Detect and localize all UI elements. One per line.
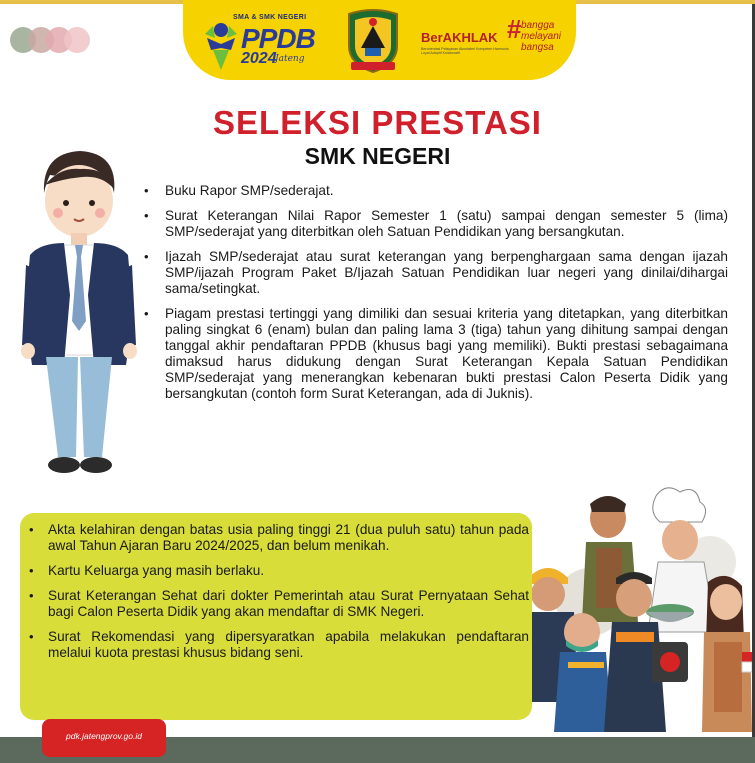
vocational-workers-illustration-icon	[520, 482, 752, 737]
logo-banner	[183, 0, 576, 80]
list-item: • Piagam prestasi tertinggi yang dimiliki dan sesuai kriteria yang ditetapkan, yang diterbitkan paling singkat 6 (enam) bulan dan paling lama 3 (tiga) tahun yang dihitung sampai dengan tanggal akhir pendaftaran PPDB (khusus bagi yang memiliki). Bukti prestasi sebagaimana dimaksud harus didukung dengan Surat Keterangan Kepala Satuan Pendidikan SMP/sederajat yang menerangkan kebenaran bukti prestasi Calon Peserta Didik yang bersangkutan (contoh form Surat Keterangan, ada di Juknis).	[144, 306, 728, 402]
list-item: • Surat Keterangan Nilai Rapor Semester 1 (satu) sampai dengan semester 5 (lima) SMP/sederajat yang diterbitkan oleh Satuan Pendidikan yang bersangkutan.	[144, 208, 728, 240]
ppdb-small-text: SMA & SMK NEGERI	[233, 14, 307, 21]
tagline-line-2: melayani	[521, 31, 562, 42]
list-item: • Ijazah SMP/sederajat atau surat keterangan yang berpenghargaan sama dengan ijazah SMP/ijazah Program Paket B/Ijazah Satuan Pendidikan luar negeri yang dinilai/dihargai sama/setingkat.	[144, 249, 728, 297]
page-title: SELEKSI PRESTASI	[213, 104, 542, 141]
page-subtitle: SMK NEGERI	[304, 143, 451, 169]
decorative-dots-icon	[10, 27, 95, 53]
tagline-line-1: bangga	[521, 20, 555, 31]
website-url-tag[interactable]	[42, 719, 166, 757]
requirements-list-top	[144, 183, 728, 411]
bangga-melayani-tagline	[507, 14, 562, 53]
student-illustration-icon	[20, 145, 140, 485]
ppdb-year: 2024	[241, 50, 277, 67]
website-url[interactable]: pdk.jatengprov.go.id	[66, 731, 142, 741]
central-java-crest-icon	[343, 8, 403, 74]
list-item: • Surat Keterangan Sehat dari dokter Pemerintah atau Surat Pernyataan Sehat bagi Calon Peserta Didik yang akan mendaftar di SMK Negeri.	[29, 588, 529, 620]
ppdb-logo	[203, 8, 313, 72]
list-item: • Surat Rekomendasi yang dipersyaratkan apabila melakukan pendaftaran melalui kuota prestasi khusus bidang seni.	[29, 629, 529, 661]
list-item: • Kartu Keluarga yang masih berlaku.	[29, 563, 529, 579]
list-item: • Buku Rapor SMP/sederajat.	[144, 183, 728, 199]
berakhlak-logo	[421, 14, 571, 64]
list-item: • Akta kelahiran dengan batas usia paling tinggi 21 (dua puluh satu) tahun pada awal Tahun Ajaran Baru 2024/2025, dan belum menikah.	[29, 522, 529, 554]
hash-symbol: #	[507, 14, 522, 44]
berakhlak-subtitle: Berorientasi Pelayanan Akuntabel Kompeten Harmonis Loyal Adaptif Kolaboratif	[421, 47, 509, 56]
ppdb-region: Jateng	[275, 54, 305, 64]
requirements-list-bottom	[29, 522, 529, 670]
tagline-line-3: bangsa	[521, 42, 554, 53]
ppdb-big-text: PPDB	[241, 23, 315, 54]
ppdb-figure-icon	[203, 18, 239, 72]
berakhlak-title: BerAKHLAK	[421, 30, 498, 45]
